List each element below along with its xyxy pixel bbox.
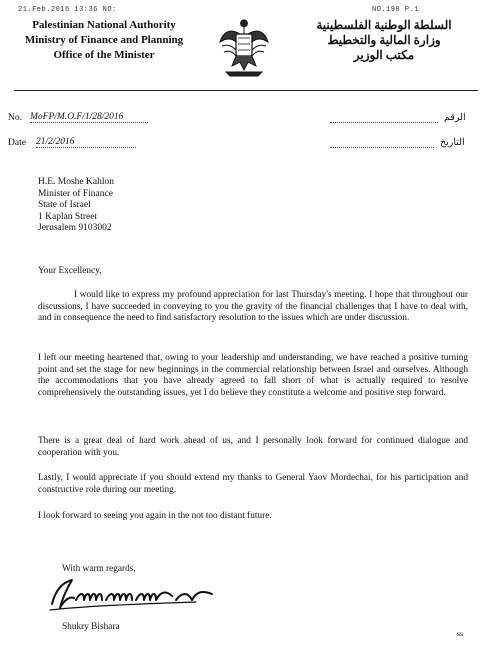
date-line-ar bbox=[330, 147, 434, 148]
body-paragraph-1: I would like to express my profound appreciation for last Thursday's meeting. I hope that throughout our discussions, I have succeeded in conveying to you the gravity of the financial challenges that I have to deal with, and in consequence the need to find satisfactory resolution to the issues which are under discussion. bbox=[38, 290, 468, 324]
body-paragraph-5: I look forward to seeing you again in the not too distant future. bbox=[38, 511, 272, 521]
date-label-ar: التاريخ bbox=[440, 138, 465, 148]
ref-number-value: MoFP/M.O.F/1/28/2016 bbox=[30, 112, 148, 123]
office-name: Office of the Minister bbox=[53, 49, 155, 61]
recipient-name: H.E. Moshe Kahlon bbox=[38, 177, 114, 187]
fax-header-right: NO.190 P.1 bbox=[372, 6, 420, 14]
body-paragraph-4: Lastly, I would appreciate if you should extend my thanks to General Yaov Mordechai, for his participation and constructive role during our meeting. bbox=[38, 473, 468, 495]
body-paragraph-2: I left our meeting heartened that, owing to your leadership and understanding, we have reached a positive turning point and set the stage for new beginnings in the commercial relationship between Israel and ourselves. Although the accommodations that you have already agreed to fall short of what is actually required to resolve comprehensively the outstanding issues, yet I do believe they constitute a welcome and positive step forward. bbox=[38, 353, 468, 398]
recipient-title: Minister of Finance bbox=[38, 188, 113, 199]
office-name-ar: مكتب الوزير bbox=[353, 48, 415, 62]
letterhead-english bbox=[10, 18, 198, 63]
recipient-address bbox=[38, 177, 114, 235]
header-rule bbox=[14, 90, 478, 91]
ref-number-line-ar bbox=[330, 122, 438, 123]
date-value: 21/2/2016 bbox=[36, 137, 136, 148]
ministry-name-ar: وزارة المالية والتخطيط bbox=[327, 33, 441, 47]
recipient-street: 1 Kaplan Street bbox=[38, 211, 98, 222]
authority-name: Palestinian National Authority bbox=[32, 19, 176, 31]
ref-number-label: No. bbox=[8, 113, 22, 123]
fax-header-left: 21.Feb.2016 13:36 NO: bbox=[18, 6, 117, 14]
letterhead-arabic bbox=[290, 18, 478, 63]
ref-number-label-ar: الرقم bbox=[444, 113, 466, 123]
recipient-city: Jerusalem 9103002 bbox=[38, 223, 112, 233]
authority-name-ar: السلطة الوطنية الفلسطينية bbox=[316, 18, 452, 32]
date-label: Date bbox=[8, 138, 26, 148]
page-mark: ss bbox=[457, 632, 463, 638]
salutation: Your Excellency, bbox=[38, 266, 102, 276]
signature-icon bbox=[46, 574, 226, 616]
signatory-name: Shukry Bishara bbox=[62, 622, 120, 632]
closing: With warm regards, bbox=[62, 564, 136, 574]
body-paragraph-3: There is a great deal of hard work ahead of us, and I personally look forward for continued dialogue and cooperation with you. bbox=[38, 436, 468, 458]
ministry-name: Ministry of Finance and Planning bbox=[24, 34, 184, 46]
recipient-state: State of Israel bbox=[38, 200, 91, 210]
eagle-emblem-icon bbox=[218, 14, 270, 80]
